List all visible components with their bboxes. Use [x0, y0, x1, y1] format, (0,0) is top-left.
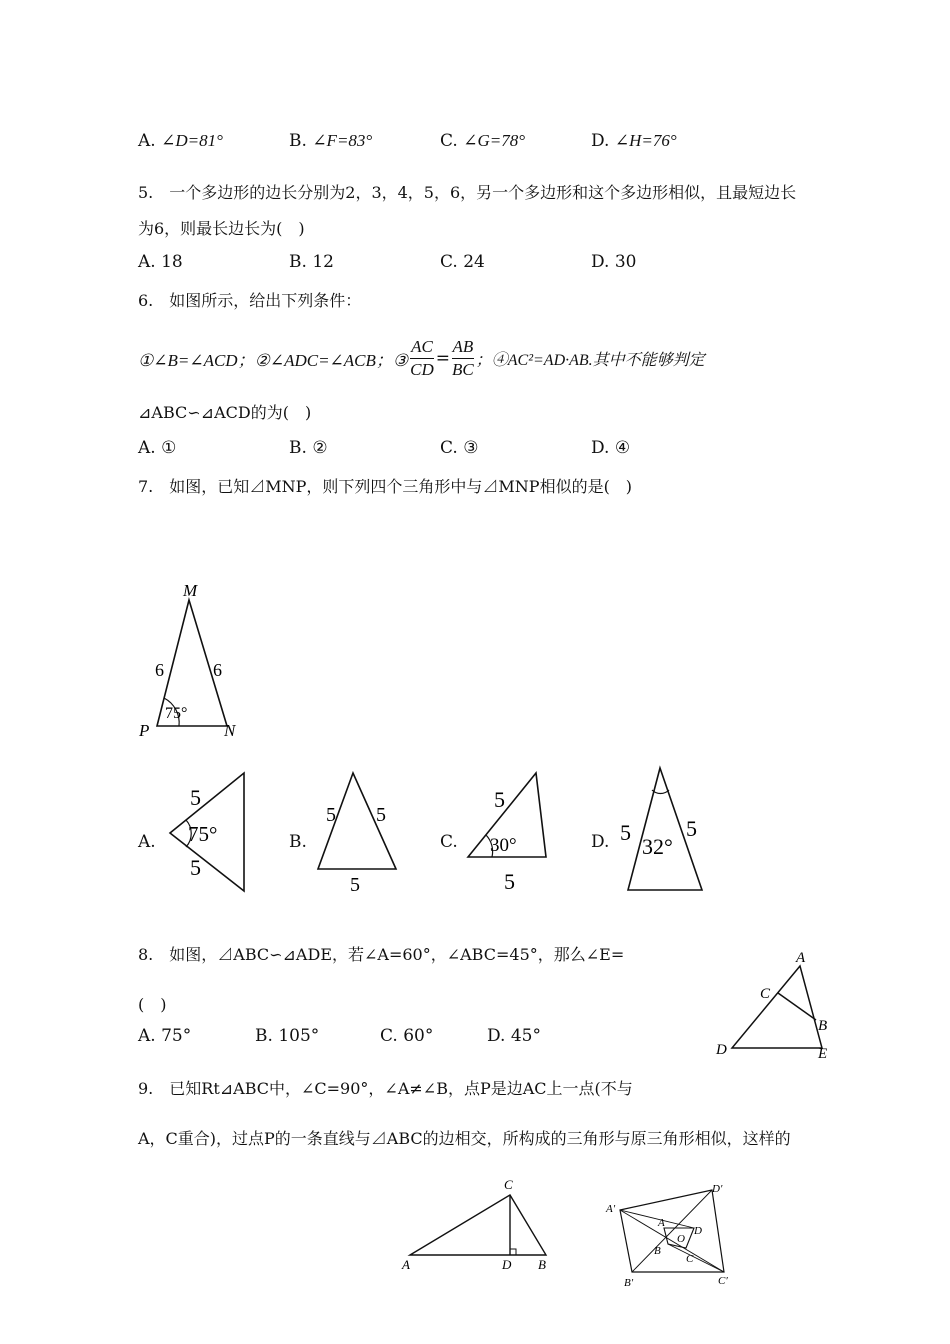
option-text: 105° [278, 1026, 320, 1046]
label-e: E [818, 1046, 828, 1060]
q6-conditions [138, 336, 705, 381]
q8-figure [712, 948, 842, 1060]
option-label: A. [138, 252, 156, 272]
equals-sign: = [435, 348, 451, 369]
q6-option-d [591, 438, 630, 458]
label-a: A [658, 1217, 665, 1229]
q6-cond-4: ；④AC²=AD·AB.其中不能够判定 [475, 352, 705, 369]
label-o: O [677, 1233, 685, 1245]
side-mn: 6 [213, 660, 222, 680]
q9-line2: A，C重合)，过点P的一条直线与⊿ABC的边相交，所构成的三角形与原三角形相似，这样的 [138, 1129, 791, 1148]
q7-option-a-label: A. [138, 832, 156, 852]
label-b: B [654, 1245, 661, 1257]
angle-label: 75° [165, 705, 188, 722]
label-c: C [686, 1253, 694, 1265]
option-text: ③ [463, 438, 479, 458]
right-angle-mark [510, 1249, 516, 1255]
option-text: 18 [161, 252, 183, 272]
angle-label: 75° [188, 822, 218, 846]
side-slant: 5 [494, 787, 505, 812]
q6-option-a [138, 438, 176, 458]
option-text: 12 [312, 252, 334, 272]
q4-option-d [591, 131, 677, 151]
label-b1: B′ [624, 1277, 634, 1289]
q7-option-b-label: B. [289, 832, 307, 852]
option-text: ∠D=81° [161, 131, 223, 150]
q6-line3: ⊿ABC∽⊿ACD的为( ) [138, 403, 312, 422]
side-top: 5 [190, 785, 201, 810]
q4-option-b [289, 131, 372, 151]
q6-option-b [289, 438, 328, 458]
option-text: 60° [403, 1026, 434, 1046]
q8-line1: 8. 如图，⊿ABC∽⊿ADE，若∠A=60°，∠ABC=45°，那么∠E= [138, 945, 625, 964]
ray-a [620, 1210, 724, 1272]
ray-d [668, 1244, 724, 1272]
q8-option-a [138, 1026, 191, 1046]
frac-numerator: AB [452, 336, 474, 359]
option-text: ① [161, 438, 177, 458]
label-d1: D′ [712, 1183, 723, 1195]
q8-option-b [255, 1026, 319, 1046]
side-left: 5 [326, 804, 336, 826]
q8-option-c [380, 1026, 433, 1046]
q7-option-b-figure [308, 765, 408, 900]
option-label: A. [138, 438, 156, 458]
label-p: P [139, 721, 150, 740]
option-text: ④ [614, 438, 631, 458]
option-text: ∠F=83° [312, 131, 373, 150]
option-text: ∠H=76° [614, 131, 677, 150]
option-text: 24 [463, 252, 485, 272]
q7-figure-mnp [135, 578, 245, 740]
option-label: A. [138, 131, 156, 151]
q7-line1: 7. 如图，已知⊿MNP，则下列四个三角形中与⊿MNP相似的是( ) [138, 477, 633, 496]
option-text: 30 [614, 252, 637, 272]
option-label: D. [591, 438, 610, 458]
option-text: ∠G=78° [463, 131, 526, 150]
side-right: 5 [376, 804, 386, 826]
q8-option-d [487, 1026, 541, 1046]
option-label: D. [591, 252, 610, 272]
q9-figure-quadrilaterals [602, 1178, 752, 1290]
label-c: C [760, 986, 771, 1002]
side-bottom: 5 [504, 869, 515, 894]
option-text: ② [312, 438, 328, 458]
option-label: C. [440, 131, 458, 151]
q6-option-c [440, 438, 478, 458]
q5-option-b [289, 252, 334, 272]
side-bottom: 5 [190, 855, 201, 880]
side-bottom: 5 [350, 874, 360, 896]
q7-option-c-label: C. [440, 832, 458, 852]
frac-denominator: BC [452, 360, 474, 379]
option-label: B. [289, 438, 307, 458]
label-a1: A′ [606, 1203, 616, 1215]
q5-option-d [591, 252, 636, 272]
triangle-abc [410, 1195, 546, 1255]
q8-line2: ( ) [138, 995, 167, 1014]
q7-option-d-label: D. [591, 832, 610, 852]
option-label: C. [380, 1026, 398, 1046]
q6-cond-1-3: ①∠B=∠ACD；②∠ADC=∠ACB；③ [138, 351, 409, 370]
ray-c [620, 1210, 694, 1228]
label-d: D [716, 1042, 727, 1058]
q6-line1: 6. 如图所示，给出下列条件： [138, 291, 362, 310]
label-b: B [818, 1018, 828, 1034]
option-label: B. [289, 252, 307, 272]
side-left: 5 [620, 820, 631, 845]
angle-label: 32° [642, 834, 673, 859]
option-label: D. [487, 1026, 506, 1046]
q9-figure-right-triangle [398, 1175, 558, 1275]
q4-option-c [440, 131, 525, 151]
side-right: 5 [686, 816, 697, 841]
option-label: B. [255, 1026, 273, 1046]
frac-numerator: AC [410, 336, 434, 359]
q4-option-a [138, 131, 223, 151]
fraction-ac-cd [410, 336, 434, 381]
q7-option-a-figure [160, 765, 260, 900]
frac-denominator: CD [410, 360, 434, 379]
option-label: D. [591, 131, 610, 151]
option-text: 45° [510, 1026, 541, 1046]
option-text: 75° [161, 1026, 192, 1046]
label-d: D [694, 1225, 702, 1237]
q5-line2: 为6，则最长边长为( ) [138, 219, 305, 238]
label-m: M [183, 581, 198, 600]
option-label: C. [440, 438, 458, 458]
q7-option-d-figure [612, 762, 712, 897]
option-label: C. [440, 252, 458, 272]
label-d: D [502, 1257, 512, 1272]
q5-line1: 5. 一个多边形的边长分别为2，3，4，5，6，另一个多边形和这个多边形相似，且最短边长 [138, 183, 797, 202]
option-label: A. [138, 1026, 156, 1046]
side-pm: 6 [155, 660, 164, 680]
fraction-ab-bc [452, 336, 474, 381]
q5-option-a [138, 252, 183, 272]
angle-label: 30° [490, 835, 517, 856]
label-b: B [538, 1257, 546, 1272]
label-c1: C′ [718, 1275, 728, 1287]
triangle-ade [732, 966, 822, 1048]
option-label: B. [289, 131, 307, 151]
label-a: A [796, 950, 806, 966]
label-c: C [504, 1177, 513, 1192]
q9-line1: 9. 已知Rt⊿ABC中，∠C=90°，∠A≠∠B，点P是边AC上一点(不与 [138, 1079, 633, 1098]
q5-option-c [440, 252, 485, 272]
label-n: N [224, 721, 236, 740]
label-a: A [402, 1257, 410, 1272]
q7-option-c-figure [460, 765, 560, 900]
